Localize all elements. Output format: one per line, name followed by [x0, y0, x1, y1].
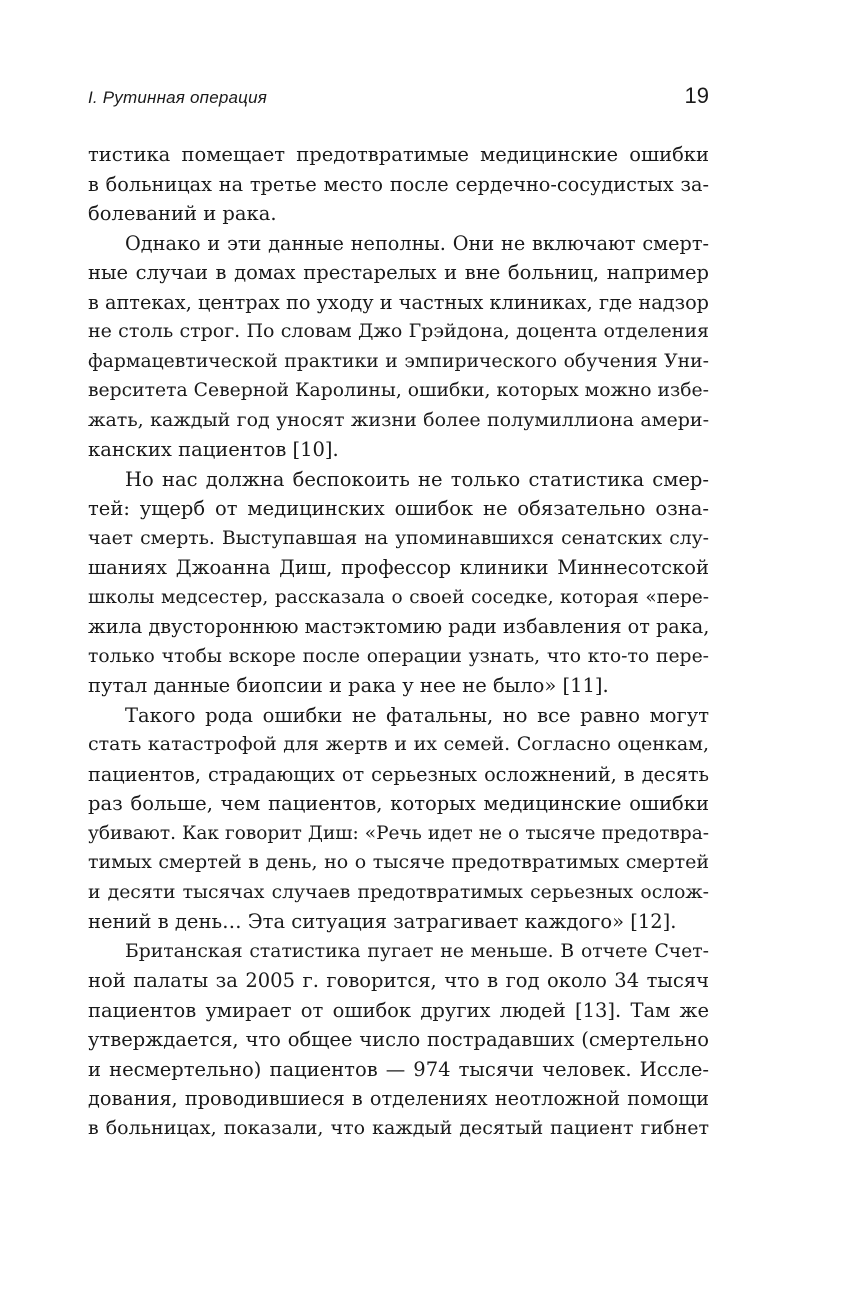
body-text: [88, 140, 709, 1143]
text-line: и десяти тысячах случаев предотвратимых серьезных ослож-: [88, 881, 709, 903]
text-line: только чтобы вскоре после операции узнать, что кто-то пере-: [88, 645, 709, 667]
text-line: чает смерть. Выступавшая на упоминавшихся сенатских слу-: [88, 527, 709, 549]
text-line: канских пациентов [10].: [88, 438, 339, 461]
text-line: ной палаты за 2005 г. говорится, что в год около 34 тысяч: [88, 969, 709, 992]
text-line: Но нас должна беспокоить не только статистика смер-: [125, 467, 709, 491]
text-line: жила двустороннюю мастэктомию ради избавления от рака,: [88, 615, 710, 638]
text-line: школы медсестер, рассказала о своей соседке, которая «пере-: [88, 586, 709, 608]
page-number: 19: [684, 83, 709, 108]
text-line: в аптеках, центрах по уходу и частных клиниках, где надзор: [88, 290, 709, 314]
text-line: нений в день… Эта ситуация затрагивает каждого» [12].: [88, 910, 677, 933]
text-line: Британская статистика пугает не меньше. В отчете Счет-: [125, 940, 709, 962]
text-line: тимых смертей в день, но о тысяче предотвратимых смертей: [88, 851, 709, 873]
text-line: дования, проводившиеся в отделениях неотложной помощи: [88, 1087, 709, 1110]
text-line: шаниях Джоанна Диш, профессор клиники Миннесотской: [88, 556, 709, 579]
text-line: тистика помещает предотвратимые медицинские ошибки: [88, 143, 709, 166]
text-line: Такого рода ошибки не фатальны, но все равно могут: [125, 703, 709, 727]
text-line: не столь строг. По словам Джо Грэйдона, доцента отделения: [88, 320, 709, 342]
text-line: раз больше, чем пациентов, которых медицинские ошибки: [88, 792, 709, 815]
text-line: утверждается, что общее число пострадавших (смертельно: [88, 1028, 709, 1051]
chapter-title: I. Рутинная операция: [88, 88, 268, 107]
text-line: болеваний и рака.: [88, 202, 277, 225]
text-line: Однако и эти данные неполны. Они не включают смерт-: [125, 231, 709, 255]
text-line: в больницах на третье место после сердечно-сосудистых за-: [88, 172, 709, 196]
text-line: путал данные биопсии и рака у нее не было» [11].: [88, 674, 609, 697]
text-line: верситета Северной Каролины, ошибки, которых можно избе-: [88, 380, 709, 401]
text-line: тей: ущерб от медицинских ошибок не обязательно озна-: [88, 497, 709, 520]
text-line: и несмертельно) пациентов — 974 тысячи человек. Иссле-: [88, 1057, 709, 1081]
text-line: пациентов, страдающих от серьезных осложнений, в десять: [88, 762, 709, 786]
text-line: пациентов умирает от ошибок других людей [13]. Там же: [88, 998, 709, 1022]
text-line: жать, каждый год уносят жизни более полумиллиона амери-: [88, 408, 709, 431]
text-line: фармацевтической практики и эмпирического обучения Уни-: [88, 350, 709, 372]
running-head: [88, 83, 709, 114]
text-line: стать катастрофой для жертв и их семей. Согласно оценкам,: [88, 733, 709, 755]
text-line: убивают. Как говорит Диш: «Речь идет не о тысяче предотвра-: [88, 822, 709, 844]
text-line: ные случаи в домах престарелых и вне больниц, например: [88, 261, 709, 284]
text-line: в больницах, показали, что каждый десятый пациент гибнет: [88, 1116, 709, 1139]
